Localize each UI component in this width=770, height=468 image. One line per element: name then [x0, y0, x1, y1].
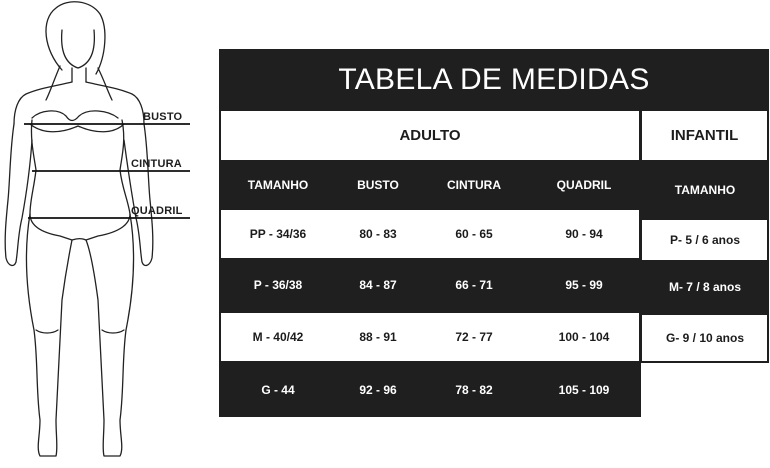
table-cell: P - 36/38 [253, 278, 303, 292]
child-empty-area [641, 363, 769, 417]
table-cell: 84 - 87 [359, 278, 397, 292]
child-size-cell: M- 7 / 8 anos [668, 280, 742, 294]
woman-silhouette-icon [0, 0, 200, 463]
table-cell: 100 - 104 [558, 330, 610, 344]
col-header-waist: CINTURA [447, 178, 501, 192]
hip-label: QUADRIL [131, 205, 183, 217]
bust-label: BUSTO [143, 111, 183, 123]
page-title: TABELA DE MEDIDAS [338, 62, 650, 96]
size-table [219, 49, 769, 417]
table-cell: 78 - 82 [455, 383, 493, 397]
table-cell: G - 44 [261, 383, 295, 397]
table-cell: 80 - 83 [359, 227, 397, 241]
table-cell: 72 - 77 [455, 330, 493, 344]
table-cell: 66 - 71 [455, 278, 493, 292]
col-header-bust: BUSTO [357, 178, 399, 192]
body-figure [0, 0, 200, 463]
col-header-size: TAMANHO [247, 178, 309, 192]
table-cell: M - 40/42 [252, 330, 304, 344]
table-cell: PP - 34/36 [249, 227, 307, 241]
table-cell: 60 - 65 [455, 227, 493, 241]
adult-heading: ADULTO [399, 127, 461, 144]
child-col-header-size: TAMANHO [674, 183, 736, 197]
table-cell: 105 - 109 [558, 383, 610, 397]
table-cell: 88 - 91 [359, 330, 397, 344]
child-size-cell: G- 9 / 10 anos [665, 331, 745, 345]
child-size-cell: P- 5 / 6 anos [669, 233, 741, 247]
table-cell: 90 - 94 [565, 227, 603, 241]
col-header-hip: QUADRIL [556, 178, 612, 192]
table-cell: 92 - 96 [359, 383, 397, 397]
table-cell: 95 - 99 [565, 278, 603, 292]
waist-label: CINTURA [131, 158, 182, 170]
child-heading: INFANTIL [670, 127, 739, 144]
